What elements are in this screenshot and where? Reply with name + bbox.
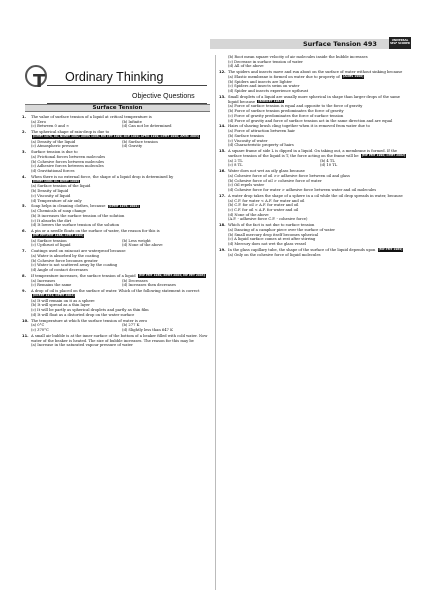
option-text: (b) 4 TL <box>320 158 335 163</box>
option-text: (b) Infinite <box>122 119 142 124</box>
answer-option <box>228 217 409 222</box>
answer-options <box>228 199 409 223</box>
question-number: 12. <box>219 70 226 75</box>
exam-source-tag: [NCERT 1972; DPMT 2002] <box>33 293 75 298</box>
question-number: 14. <box>219 124 226 129</box>
option-text: (c) Force of gravity predominates the force of surface tension <box>228 113 344 118</box>
question-stem: In the glass capillary tube, the shape of the surface of the liquid depends upon <box>228 247 376 252</box>
question-item <box>219 149 409 168</box>
answer-option <box>122 328 210 333</box>
option-text: (b) Root mean square velocity of air molecules inside the bubble increases <box>228 55 368 59</box>
option-text: (a) Force of attraction between hair <box>228 129 295 134</box>
option-text: (d) None of the above <box>228 212 269 217</box>
option-text: (a) Only on the cohesive force of liquid molecules <box>228 252 321 257</box>
option-text: (a) Surface tension of the liquid <box>31 184 91 189</box>
answer-option <box>31 223 210 228</box>
option-text: (a) Force of surface tension is equal and opposite to the force of gravity <box>228 104 363 109</box>
answer-option <box>122 124 210 129</box>
question-stem: The value of surface tension of a liquid at critical temperature is <box>31 115 152 119</box>
answer-option <box>228 89 409 94</box>
question-item <box>22 289 210 317</box>
question-text <box>31 130 210 139</box>
question-item <box>22 175 210 203</box>
question-number: 16. <box>219 169 226 174</box>
question-item <box>22 150 210 174</box>
answer-options <box>31 120 210 129</box>
answer-option <box>122 144 210 149</box>
question-stem: The spherical shape of rain-drop is due to <box>31 130 110 135</box>
question-item <box>22 115 210 129</box>
option-text: (d) Slightly less than 647 K <box>122 327 173 332</box>
answer-option <box>122 243 210 248</box>
question-number: 18. <box>219 223 226 228</box>
question-stem: Water does not wet an oily glass because <box>228 169 305 174</box>
option-text: (d) Gravitational forces <box>31 169 75 174</box>
question-stem: A square frame of side L is dipped in a liquid. On taking out, a membrane is formed. If the surface tension of the liquid is T, the force acting on the frame will be <box>228 149 398 158</box>
question-item <box>219 55 409 69</box>
exam-source-tag: [CPMT 1976, 90; NCERT 1982; AIIMS 1998; MH CET 1999; DCE 1999; AFMC 1999; CPMT 1990; AFMC 2003] <box>33 134 200 139</box>
question-item <box>219 169 409 193</box>
option-text: (b) It will spread as a thin layer <box>31 303 90 308</box>
question-number: 17. <box>219 193 226 198</box>
question-number: 15. <box>219 149 226 154</box>
question-item <box>22 229 210 248</box>
option-text: (b) Cohesive forces between molecules <box>31 159 105 164</box>
answer-options <box>31 184 210 203</box>
right-column <box>219 55 409 259</box>
answer-option <box>228 253 409 258</box>
question-stem: A drop of oil is placed on the surface of water. Which of the following statement is correct <box>31 289 200 294</box>
option-text: (b) Surface tension <box>122 139 158 144</box>
option-text: (d) Can not be determined <box>122 124 172 129</box>
question-stem: Which of the fact is not due to surface tension <box>228 223 315 228</box>
question-number: 6. <box>22 229 26 234</box>
question-text <box>31 334 210 343</box>
answer-options <box>31 299 210 318</box>
question-number: 2. <box>22 130 26 135</box>
question-item <box>219 223 409 247</box>
option-text: (c) Water is not scattered away by the coating <box>31 263 118 268</box>
option-text: (b) Cohesive force becomes greater <box>31 258 98 263</box>
option-text: (d) Angle of contact decreases <box>31 267 88 272</box>
question-item <box>219 70 409 94</box>
answer-options <box>228 129 409 148</box>
question-item <box>22 334 210 348</box>
option-text: (b) Less weight <box>122 238 151 243</box>
answer-options <box>228 159 409 168</box>
question-item <box>22 249 210 273</box>
answer-options <box>31 155 210 174</box>
option-text: (d) It will float as a distorted drop on the water surface <box>31 312 135 317</box>
question-text <box>228 95 409 104</box>
option-text: (b) Decreases <box>122 278 148 283</box>
answer-option <box>31 169 210 174</box>
option-text: (d) Cohesive force for water > adhesive force between water and oil molecules <box>228 187 377 192</box>
answer-options <box>31 323 210 332</box>
option-text: (A.F. - adhesive force C.F. - cohesive force) <box>228 217 308 222</box>
answer-options <box>228 253 409 258</box>
option-text: (a) Zero <box>31 119 46 124</box>
ot-letter: T <box>33 71 46 92</box>
banner-rule-top <box>47 85 207 86</box>
question-number: 5. <box>22 204 26 209</box>
answer-options <box>31 239 210 248</box>
question-item <box>219 124 409 148</box>
option-text: (d) It lowers the surface tension of the solution <box>31 223 120 228</box>
option-text: (b) It increases the surface tension of the solution <box>31 213 125 218</box>
option-text: (d) Mercury does not wet the glass vessel <box>228 242 306 247</box>
answer-options <box>228 104 409 123</box>
answer-option <box>228 64 409 69</box>
answer-option <box>31 343 210 348</box>
chapter-subheading: Objective Questions <box>132 93 195 100</box>
answer-option <box>228 242 409 247</box>
question-stem: A small air bubble is at the inner surface of the bottom of a beaker filled with cold water. Now water of the beaker is heated. The size of bubble increases. The reason for this may be <box>31 333 208 343</box>
option-text: (c) Adhesive forces between molecules <box>31 164 104 169</box>
option-text: (c) Remains the same <box>31 283 72 288</box>
answer-option <box>228 188 409 193</box>
question-stem: Small droplets of a liquid are usually more spherical in shape than larger drops of the same liquid because <box>228 95 400 104</box>
question-number: 3. <box>22 150 26 155</box>
answer-option <box>320 163 409 168</box>
question-stem: Coatings used on raincoat are waterproof because <box>31 249 126 254</box>
answer-options <box>228 174 409 193</box>
option-text: (b) 277 K <box>122 323 140 328</box>
section-heading: Surface Tension <box>92 105 143 111</box>
answer-option <box>31 144 119 149</box>
option-text: (b) Surface tension <box>228 133 264 138</box>
option-text: (a) C.F. for water < A.F. for water and oil <box>228 198 305 203</box>
answer-option <box>31 243 119 248</box>
question-stem: A pin or a needle floats on the surface of water, the reason for this is <box>31 229 160 234</box>
option-text: (a) Elastic membrane is formed on water due to property of <box>228 75 340 79</box>
question-item <box>22 319 210 333</box>
answer-option <box>31 313 210 318</box>
exam-source-tag: [MP PMT 1989; RPMT 2003; MP PET 2004] <box>138 273 205 278</box>
option-text: (d) Spider and insects experience upthrust <box>228 89 309 94</box>
question-number: 8. <box>22 273 26 278</box>
logo-text: UNIVERSAL SELF SCORER <box>390 39 410 46</box>
answer-options <box>31 343 210 348</box>
question-item <box>22 130 210 149</box>
option-text: (a) 2 TL <box>228 158 243 163</box>
option-text: (b) Cohesive force of oil > cohesive force of water <box>228 178 322 183</box>
option-text: (c) Oil repels water <box>228 183 265 188</box>
option-text: (d) Increases then decreases <box>122 283 176 288</box>
option-text: (a) Density of the liquid <box>31 139 76 144</box>
option-text: (a) Increases <box>31 278 56 283</box>
option-text: (a) Chemicals of soap change <box>31 209 86 214</box>
chapter-heading: Ordinary Thinking <box>65 70 164 84</box>
option-text: (b) Force of surface tension predominates the force of gravity <box>228 109 344 114</box>
question-item <box>22 274 210 288</box>
question-number: 13. <box>219 95 226 99</box>
question-item <box>219 194 409 222</box>
exam-source-tag: [MP PMT 1989] <box>378 247 403 252</box>
question-item <box>22 204 210 228</box>
publisher-logo <box>389 37 411 49</box>
question-stem: Surface tension is due to <box>31 150 78 155</box>
option-text: (d) Temperature of air only <box>31 198 82 203</box>
option-text: (c) Atmospheric pressure <box>31 144 79 149</box>
answer-option <box>31 124 119 129</box>
option-text: (d) None of the above <box>122 243 163 248</box>
option-text: (a) Cohesive force of oil >> adhesive force between oil and glass <box>228 173 350 178</box>
question-item <box>219 248 409 257</box>
option-text: (c) 370°C <box>31 327 49 332</box>
question-stem: The spiders and insects move and run about on the surface of water without sinking because <box>228 70 403 75</box>
answer-options <box>228 75 409 94</box>
option-text: (a) Increase in the saturated vapour pressure of water <box>31 343 133 348</box>
option-text: (c) Upthrust of liquid <box>31 243 71 248</box>
question-number: 1. <box>22 115 26 119</box>
question-number: 11. <box>22 333 29 338</box>
question-stem: If temperature increases, the surface tension of a liquid <box>31 273 136 278</box>
question-stem: Soap helps in cleaning clothes, because <box>31 204 106 209</box>
answer-option <box>31 283 119 288</box>
answer-options <box>228 55 409 69</box>
question-stem: When there is no external force, the shape of a liquid drop is determined by <box>31 175 174 179</box>
exam-source-tag: [MP PET/PMT 1988; CPMT 1990] <box>33 233 84 238</box>
question-number: 7. <box>22 249 26 254</box>
option-text: (c) Between 0 and ∞ <box>31 124 70 129</box>
question-number: 4. <box>22 175 26 179</box>
option-text: (a) 0°C <box>31 323 45 328</box>
exam-source-tag: [MP PMT 1990; CPMT 2002] <box>361 153 406 158</box>
option-text: (a) It will remain on it as a sphere <box>31 298 95 303</box>
question-text <box>31 289 210 298</box>
option-text: (c) C.F. for oil < A.F. for water and oil <box>228 207 299 212</box>
question-stem: A water drop takes the shape of a sphere in a oil while the oil drop spreads in water, because <box>228 193 403 198</box>
answer-option <box>31 199 210 204</box>
answer-options <box>31 279 210 288</box>
exam-source-tag: [BHMCET 1983] <box>258 99 283 103</box>
option-text: (d) Characteristic property of hairs <box>228 143 294 148</box>
answer-options <box>31 254 210 273</box>
question-number: 10. <box>22 318 29 323</box>
option-text: (c) Spiders and insects swim on water <box>228 84 300 89</box>
answer-option <box>31 328 119 333</box>
question-number: 9. <box>22 289 26 294</box>
question-text <box>228 149 409 158</box>
section-heading-bar <box>25 104 210 112</box>
question-number: 19. <box>219 247 226 252</box>
option-text: (b) C.F. for oil > A.F. for water and oil <box>228 203 299 208</box>
exam-source-tag: [CPMT 1976; 2001] <box>108 203 139 208</box>
question-stem: The temperature at which the surface tension of water is zero <box>31 318 148 323</box>
exam-source-tag: [CPMT 1988; 91; DPMT 1999] <box>33 179 80 183</box>
option-text: (d) 10 TL <box>320 163 338 168</box>
option-text: (c) It will be partly as spherical droplets and partly as thin film <box>31 307 149 312</box>
left-column <box>22 115 210 349</box>
answer-options <box>228 228 409 247</box>
exam-source-tag: [AIIMS 1998] <box>342 74 364 79</box>
option-text: (d) Gravity <box>122 144 143 149</box>
option-text: (c) 8 TL <box>228 163 243 168</box>
answer-option <box>31 268 210 273</box>
column-divider <box>215 55 216 590</box>
answer-option <box>228 163 317 168</box>
option-text: (c) Decrease in surface tension of water <box>228 59 303 64</box>
option-text: (a) Surface tension <box>31 238 67 243</box>
question-item <box>219 95 409 123</box>
option-text: (a) Dancing of a camphor piece over the surface of water <box>228 227 336 232</box>
option-text: (a) Water is absorbed by the coating <box>31 253 99 258</box>
option-text: (c) It absorbs the dirt <box>31 218 72 223</box>
answer-option <box>122 283 210 288</box>
answer-options <box>31 140 210 149</box>
question-stem: Hairs of shaving brush cling together when it is removed from water due to <box>228 124 370 129</box>
option-text: (c) Viscosity of liquid <box>31 193 71 198</box>
option-text: (c) Viscosity of water <box>228 138 268 143</box>
page-header-title: Surface Tension 493 <box>303 40 377 48</box>
option-text: (b) Spiders and insects are lighter <box>228 79 293 84</box>
option-text: (b) Density of liquid <box>31 189 69 194</box>
question-text <box>31 229 210 238</box>
option-text: (a) Frictional forces between molecules <box>31 155 106 159</box>
question-text <box>31 175 210 184</box>
option-text: (d) Force of gravity and force of surface tension act in the same direction and are equal <box>228 118 393 123</box>
answer-option <box>228 119 409 124</box>
answer-options <box>31 209 210 228</box>
option-text: (d) All of the above <box>228 64 264 69</box>
option-text: (b) Small mercury drop itself becomes spherical <box>228 232 319 237</box>
option-text: (c) A liquid surface comes at rest after stirring <box>228 237 316 242</box>
answer-option <box>228 143 409 148</box>
